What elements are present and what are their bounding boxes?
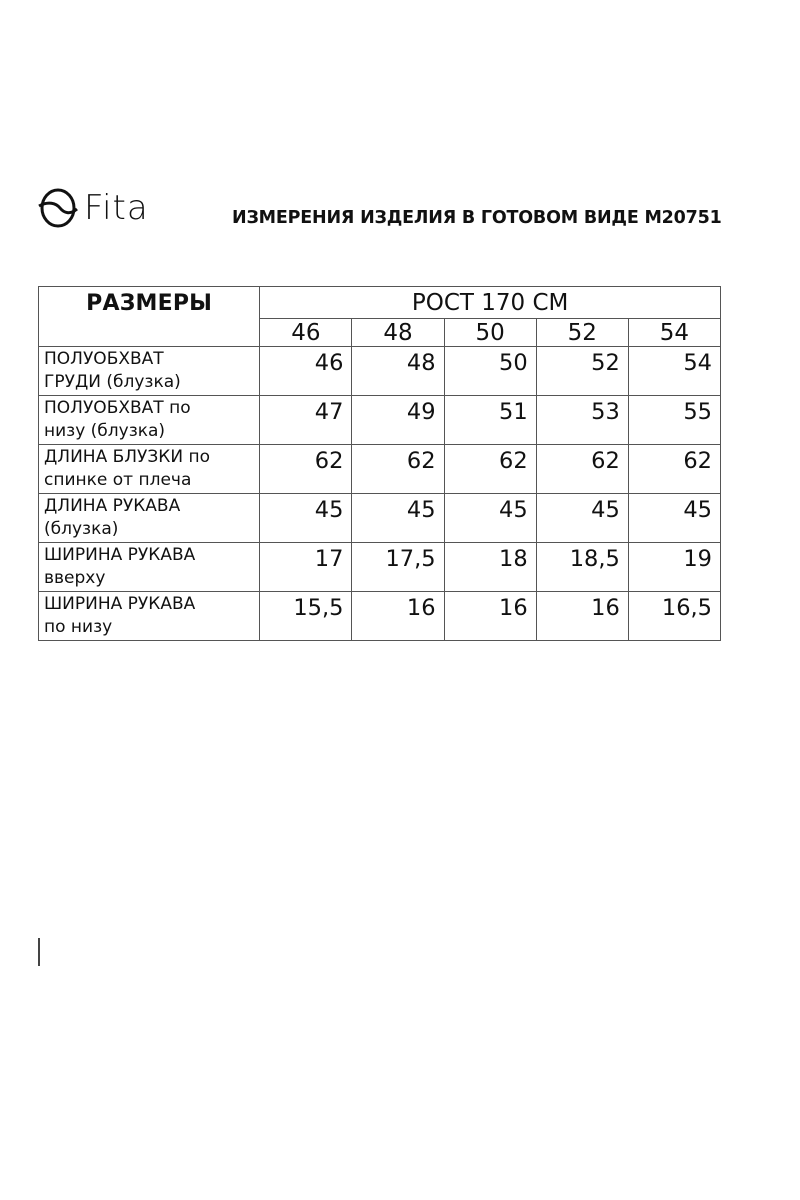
cell-value: 51 — [444, 396, 536, 445]
row-label-line1: ШИРИНА РУКАВА — [44, 594, 196, 614]
row-label-line2: спинке от плеча — [44, 470, 192, 490]
table-row — [39, 445, 721, 494]
row-label — [39, 445, 260, 494]
cell-value: 16,5 — [628, 592, 720, 641]
sizes-header: РАЗМЕРЫ — [39, 287, 260, 347]
brand-name: Fita — [84, 188, 149, 228]
brand-logo — [38, 186, 149, 230]
cell-value: 48 — [352, 347, 444, 396]
document-title: ИЗМЕРЕНИЯ ИЗДЕЛИЯ В ГОТОВОМ ВИДЕ М20751 — [232, 208, 722, 228]
cell-value: 52 — [536, 347, 628, 396]
cell-value: 18,5 — [536, 543, 628, 592]
row-label-line2: ГРУДИ (блузка) — [44, 372, 181, 392]
table-header-row — [39, 287, 721, 319]
size-header: 52 — [536, 319, 628, 347]
row-label-line1: ШИРИНА РУКАВА — [44, 545, 196, 565]
cell-value: 18 — [444, 543, 536, 592]
cell-value: 62 — [352, 445, 444, 494]
size-header: 48 — [352, 319, 444, 347]
cell-value: 50 — [444, 347, 536, 396]
cell-value: 45 — [536, 494, 628, 543]
row-label — [39, 494, 260, 543]
size-header: 54 — [628, 319, 720, 347]
row-label — [39, 543, 260, 592]
cell-value: 45 — [444, 494, 536, 543]
cell-value: 47 — [260, 396, 352, 445]
row-label-line1: ДЛИНА РУКАВА — [44, 496, 181, 516]
cell-value: 54 — [628, 347, 720, 396]
row-label-line2: низу (блузка) — [44, 421, 166, 441]
cell-value: 46 — [260, 347, 352, 396]
row-label-line2: (блузка) — [44, 519, 119, 539]
height-header: РОСТ 170 СМ — [260, 287, 721, 319]
row-label-line1: ПОЛУОБХВАТ по — [44, 398, 191, 418]
size-measurement-table — [38, 286, 721, 641]
cell-value: 45 — [352, 494, 444, 543]
vertical-divider-mark — [38, 938, 40, 966]
size-header: 50 — [444, 319, 536, 347]
row-label-line1: ДЛИНА БЛУЗКИ по — [44, 447, 211, 467]
cell-value: 45 — [628, 494, 720, 543]
cell-value: 16 — [444, 592, 536, 641]
cell-value: 17 — [260, 543, 352, 592]
row-label-line2: вверху — [44, 568, 106, 588]
cell-value: 62 — [536, 445, 628, 494]
cell-value: 55 — [628, 396, 720, 445]
size-header: 46 — [260, 319, 352, 347]
table-row — [39, 543, 721, 592]
table-row — [39, 396, 721, 445]
cell-value: 49 — [352, 396, 444, 445]
cell-value: 53 — [536, 396, 628, 445]
cell-value: 62 — [628, 445, 720, 494]
cell-value: 17,5 — [352, 543, 444, 592]
table-row — [39, 494, 721, 543]
cell-value: 15,5 — [260, 592, 352, 641]
cell-value: 16 — [352, 592, 444, 641]
cell-value: 62 — [260, 445, 352, 494]
table-row — [39, 592, 721, 641]
row-label-line2: по низу — [44, 617, 113, 637]
row-label-line1: ПОЛУОБХВАТ — [44, 349, 164, 369]
table-row — [39, 347, 721, 396]
cell-value: 45 — [260, 494, 352, 543]
row-label — [39, 347, 260, 396]
row-label — [39, 396, 260, 445]
fita-theta-icon — [38, 187, 78, 229]
row-label — [39, 592, 260, 641]
cell-value: 19 — [628, 543, 720, 592]
cell-value: 62 — [444, 445, 536, 494]
cell-value: 16 — [536, 592, 628, 641]
